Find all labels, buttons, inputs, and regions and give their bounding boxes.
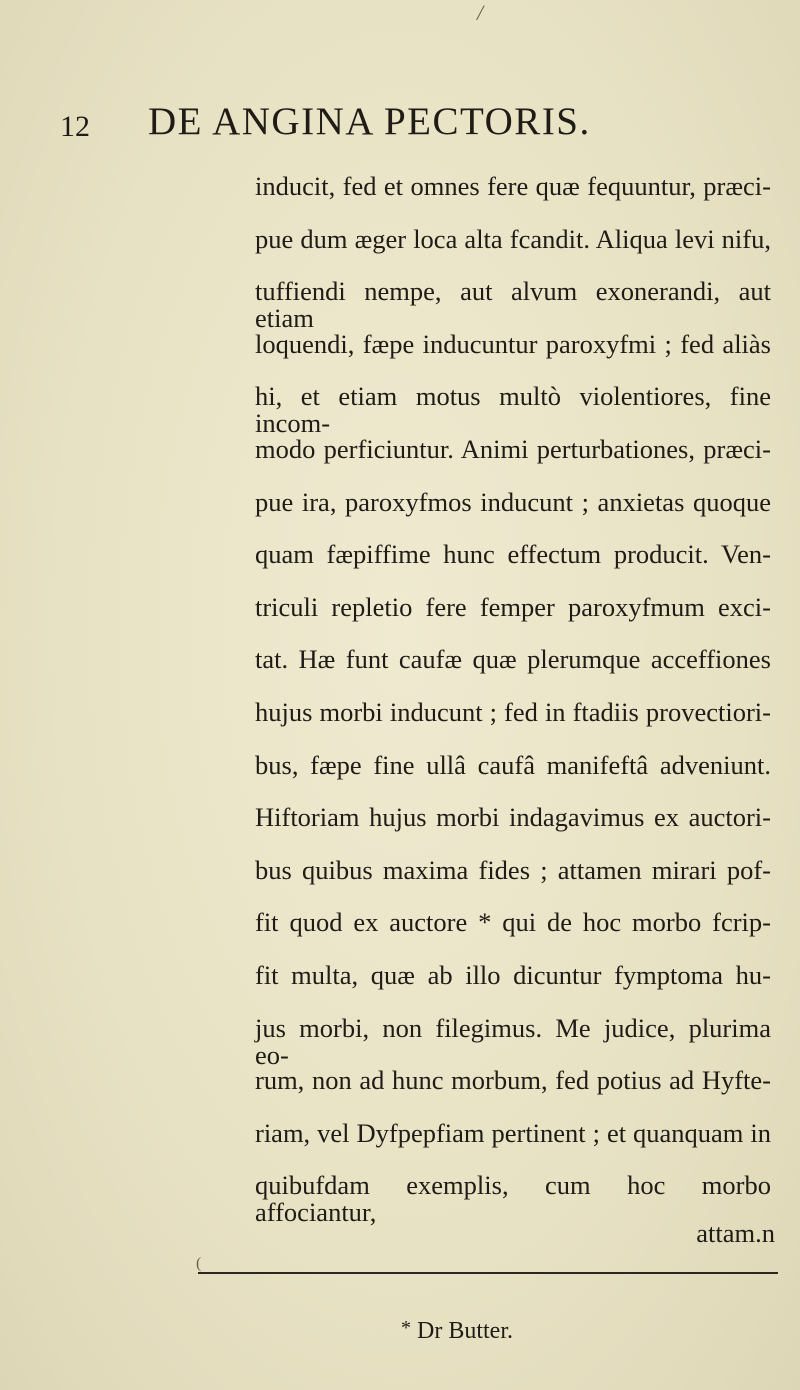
text-line: quibufdam exemplis, cum hoc morbo affociantur, xyxy=(255,1170,771,1227)
text-line: Hiftoriam hujus morbi indagavimus ex auctori- xyxy=(255,802,771,832)
footnote-marker: * xyxy=(401,1317,411,1339)
text-line: bus, fæpe fine ullâ caufâ manifeftâ adveniunt. xyxy=(255,750,771,780)
text-line: inducit, fed et omnes fere quæ fequuntur, præci- xyxy=(255,171,771,201)
text-line: quam fæpiffime hunc effectum producit. Ven- xyxy=(255,539,771,569)
running-head: DE ANGINA PECTORIS. xyxy=(148,100,591,143)
footnote-rule xyxy=(198,1272,778,1274)
rule-tick-mark: ( xyxy=(196,1255,202,1272)
text-line: jus morbi, non filegimus. Me judice, plurima eo- xyxy=(255,1013,771,1070)
text-line: pue ira, paroxyfmos inducunt ; anxietas quoque xyxy=(255,487,771,517)
text-line: modo perficiuntur. Animi perturbationes, præci- xyxy=(255,434,771,464)
footnote-text: Dr Butter. xyxy=(417,1318,513,1344)
text-line: hujus morbi inducunt ; fed in ftadiis provectiori- xyxy=(255,697,771,727)
text-line: triculi repletio fere femper paroxyfmum exci- xyxy=(255,592,771,622)
page-number: 12 xyxy=(60,110,90,143)
footnote xyxy=(401,1318,513,1343)
text-line: loquendi, fæpe inducuntur paroxyfmi ; fed aliàs xyxy=(255,329,771,359)
text-line: hi, et etiam motus multò violentiores, fine incom- xyxy=(255,381,771,438)
text-line: fit quod ex auctore * qui de hoc morbo fcrip- xyxy=(255,907,771,937)
text-line: tat. Hæ funt caufæ quæ plerumque acceffiones xyxy=(255,644,771,674)
text-line: fit multa, quæ ab illo dicuntur fymptoma hu- xyxy=(255,960,771,990)
text-line: bus quibus maxima fides ; attamen mirari pof- xyxy=(255,855,771,885)
text-line: riam, vel Dyfpepfiam pertinent ; et quanquam in xyxy=(255,1118,771,1148)
ink-stray-mark: / xyxy=(477,0,484,25)
text-line: pue dum æger loca alta fcandit. Aliqua levi nifu, xyxy=(255,224,771,254)
catchword: attam.n xyxy=(696,1218,775,1248)
text-line: tuffiendi nempe, aut alvum exonerandi, aut etiam xyxy=(255,276,771,333)
text-line: rum, non ad hunc morbum, fed potius ad Hyfte- xyxy=(255,1065,771,1095)
